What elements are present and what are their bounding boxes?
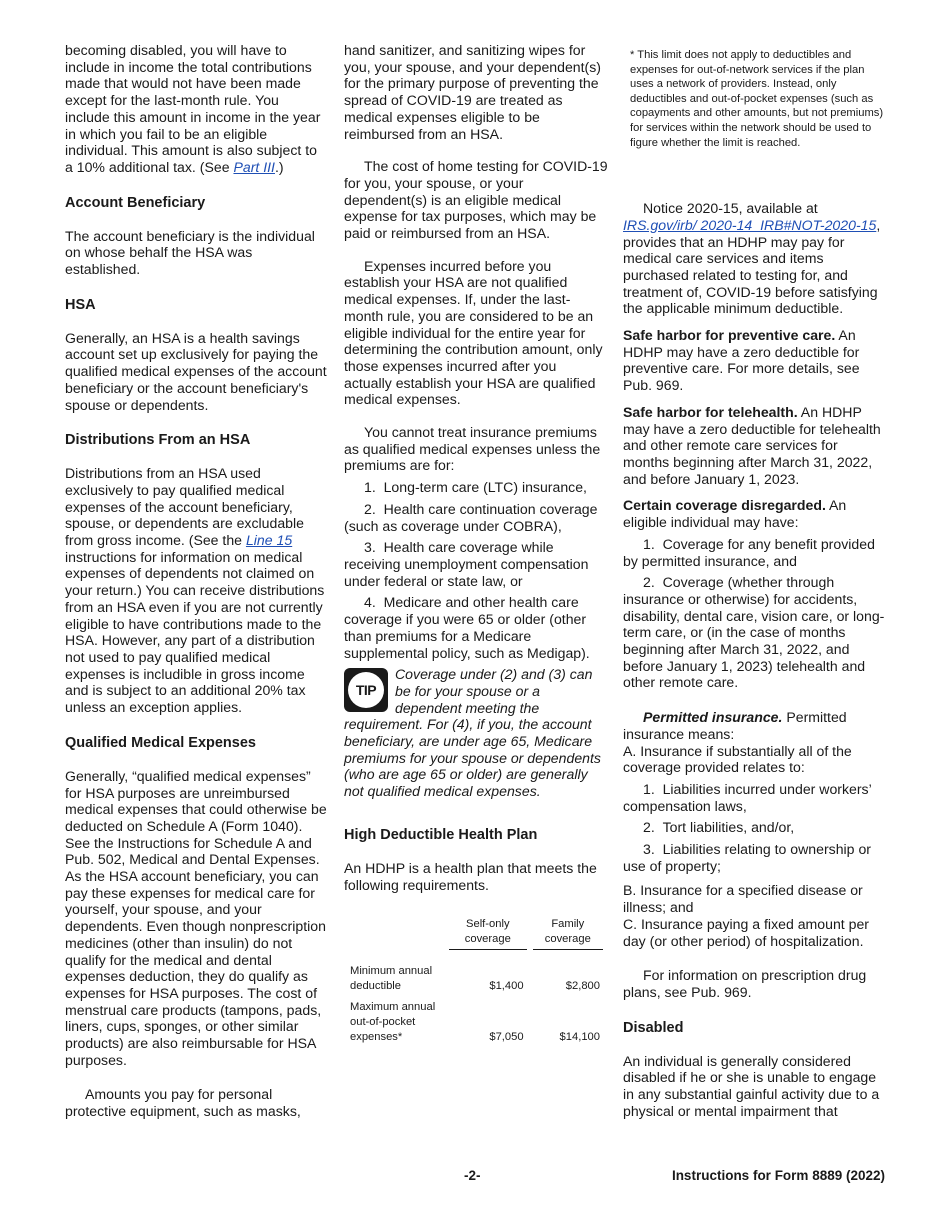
column-header-family: Family coverage — [530, 917, 606, 952]
home-testing-paragraph: The cost of home testing for COVID-19 for you, your spouse, or your dependent(s) is an eligible medical expense for tax purposes, which may be paid or reimbursed from an HSA. — [344, 158, 608, 242]
permitted-a: A. Insurance if substantially all of the coverage provided relates to: — [623, 742, 852, 776]
telehealth-text: An HDHP may have a zero deductible for telehealth and other remote care services for months beginning after March 31, 2022, and before January 1, 2023. — [623, 403, 881, 487]
heading-hdhp: High Deductible Health Plan — [344, 826, 538, 843]
part-iii-link[interactable]: Part III — [233, 158, 275, 175]
permitted-item: 1. Liabilities incurred under workers’ compensation laws, — [623, 780, 872, 814]
tip-icon — [344, 668, 388, 712]
permitted-b: B. Insurance for a specified disease or illness; and — [623, 882, 863, 916]
ppe-paragraph: Amounts you pay for personal protective equipment, such as masks, — [65, 1086, 301, 1120]
telehealth-heading: Safe harbor for telehealth. — [623, 403, 798, 420]
intro-paragraph — [65, 42, 327, 176]
heading-distributions: Distributions From an HSA — [65, 432, 251, 449]
heading-disabled: Disabled — [623, 1019, 684, 1036]
hdhp-paragraph: An HDHP is a health plan that meets the following requirements. — [344, 859, 597, 893]
column-right — [623, 42, 887, 1130]
page-number: -2- — [464, 1168, 481, 1183]
cell-self-only: $7,050 — [489, 1031, 524, 1044]
premium-item: 1. Long-term care (LTC) insurance, — [364, 479, 587, 496]
distributions-paragraph — [65, 465, 327, 716]
column-header-self-only: Self-only coverage — [446, 917, 530, 952]
row-label: Minimum annual deductible — [350, 965, 433, 993]
heading-account-beneficiary: Account Beneficiary — [65, 194, 206, 211]
heading-qualified-medical-expenses: Qualified Medical Expenses — [65, 734, 256, 751]
tip-icon-label: TIP — [348, 672, 384, 708]
irs-notice-link[interactable]: IRS.gov/irb/ 2020-14_IRB#NOT-2020-15 — [623, 216, 877, 233]
hdhp-limits-table — [344, 917, 606, 1045]
coverage-disregarded-heading: Certain coverage disregarded. — [623, 497, 826, 514]
distributions-text-end: instructions for information on medical expenses of dependents not claimed on your return.) You can receive distributions from an HSA even if you are not currently eligible to have contributions made to the HSA. However, any part of a distribution not used to pay qualified medical expenses is includible in gross income and is subject to an additional 20% tax unless an exception applies. — [65, 548, 325, 716]
account-beneficiary-paragraph: The account beneficiary is the individual on whose behalf the HSA was established. — [65, 227, 315, 278]
notice-paragraph — [623, 200, 887, 317]
preventive-care-paragraph — [623, 327, 887, 394]
notice-text-end: , provides that an HDHP may pay for medical care services and items purchased related to testing for, and treatment of, COVID-19 before satisfying the applicable minimum deductible. — [623, 216, 881, 317]
form-title-footer: Instructions for Form 8889 (2022) — [671, 1168, 885, 1183]
table-row — [344, 952, 606, 994]
premiums-paragraph: You cannot treat insurance premiums as qualified medical expenses unless the premiums are for: — [344, 424, 601, 474]
permitted-insurance-heading: Permitted insurance. — [643, 709, 783, 726]
table-header-row — [344, 917, 606, 952]
disabled-paragraph: An individual is generally considered disabled if he or she is unable to engage in any substantial gainful activity due to a physical or mental impairment that — [623, 1052, 880, 1119]
disregarded-item: 1. Coverage for any benefit provided by permitted insurance, and — [623, 535, 875, 569]
ppe-continued-paragraph: hand sanitizer, and sanitizing wipes for you, your spouse, and your dependent(s) for the primary purpose of preventing the spread of COVID-19 are treated as medical expenses eligible to be reimbursed from an HSA. — [344, 42, 601, 142]
qme-paragraph: Generally, “qualified medical expenses” for HSA purposes are unreimbursed medical expenses that could otherwise be deducted on Schedule A (Form 1040). See the Instructions for Schedule A and Pub. 502, Medical and Dental Expenses. As the HSA account beneficiary, you can pay these expenses for medical care for yourself, your spouse, and your dependents. Even though nonprescription medicines (other than insulin) do not qualify for the medical and dental expenses deduction, they do qualify as expenses for HSA purposes. The cost of menstrual care products (tampons, pads, liners, cups, sponges, or other similar products) are also reimbursable for HSA purposes. — [65, 767, 327, 1068]
cell-family: $2,800 — [565, 980, 600, 993]
coverage-disregarded-text: An eligible individual may have: — [623, 497, 847, 531]
tip-text: Coverage under (2) and (3) can be for your spouse or a dependent meeting the requirement. For (4), if you, the account beneficiary, are under age 65, Medicare premiums for your spouse or dependents (who are age 65 or older) are generally not qualified medical expenses. — [344, 666, 601, 800]
permitted-c: C. Insurance paying a fixed amount per day (or other period) of hospitalization. — [623, 915, 870, 949]
preventive-care-heading: Safe harbor for preventive care. — [623, 327, 836, 344]
tip-box — [344, 666, 608, 800]
row-label: Maximum annual out-of-pocket expenses* — [350, 1001, 436, 1044]
telehealth-paragraph — [623, 404, 887, 488]
distributions-text: Distributions from an HSA used exclusively to pay qualified medical expenses of the account beneficiary, spouse, or dependents are excludable from gross income. (See the — [65, 465, 304, 549]
intro-text: becoming disabled, you will have to include in income the total contributions made that would not have been made except for the last-month rule. You include this amount in income in the year in which you fail to be an eligible individual. This amount is also subject to a 10% additional tax. (See — [65, 42, 321, 175]
hsa-paragraph: Generally, an HSA is a health savings account set up exclusively for paying the qualified medical expenses of the account beneficiary or the account beneficiary's spouse or dependents. — [65, 329, 327, 413]
permitted-insurance-paragraph — [623, 709, 887, 742]
premium-item: 2. Health care continuation coverage (such as coverage under COBRA), — [344, 500, 598, 534]
intro-text-end: .) — [274, 158, 284, 175]
prescription-drug-paragraph: For information on prescription drug plans, see Pub. 969. — [623, 967, 867, 1000]
premium-item: 3. Health care coverage while receiving unemployment compensation under federal or state law, or — [344, 539, 589, 589]
permitted-item: 2. Tort liabilities, and/or, — [643, 819, 795, 836]
table-row — [344, 994, 606, 1045]
permitted-item: 3. Liabilities relating to ownership or use of property; — [623, 841, 871, 874]
line-15-link[interactable]: Line 15 — [245, 532, 293, 549]
preventive-care-text: An HDHP may have a zero deductible for preventive care. For more details, see Pub. 969. — [623, 327, 860, 394]
expenses-before-paragraph: Expenses incurred before you establish your HSA are not qualified medical expenses. If, under the last-month rule, you are considered to be an eligible individual for the entire year for determining the contribution amount, only those expenses incurred after you actually establish your HSA are qualified medical expenses. — [344, 257, 603, 408]
column-left — [65, 42, 327, 1130]
heading-hsa: HSA — [65, 296, 96, 313]
table-footnote: * This limit does not apply to deductibles and expenses for out-of-network services if the plan uses a network of providers. Instead, only deductibles and out-of-pocket expenses (such as copayments and other amounts, but not premiums) for services within the network should be used to figure whether the limit is reached. — [630, 49, 884, 149]
disregarded-item: 2. Coverage (whether through insurance or otherwise) for accidents, disability, dental care, vision care, or long-term care, or (in the case of months beginning after March 31, 2022, and before January 1, 2023) telehealth and other remote care. — [623, 574, 885, 691]
notice-text: Notice 2020-15, available at — [643, 200, 818, 217]
coverage-disregarded-paragraph — [623, 497, 887, 530]
column-middle — [344, 42, 608, 1045]
cell-self-only: $1,400 — [489, 980, 524, 993]
cell-family: $14,100 — [559, 1031, 600, 1044]
premium-item: 4. Medicare and other health care coverage if you were 65 or older (other than premiums for a Medicare supplemental policy, such as Medigap). — [344, 594, 590, 661]
permitted-insurance-text: Permitted insurance means: — [623, 709, 847, 742]
